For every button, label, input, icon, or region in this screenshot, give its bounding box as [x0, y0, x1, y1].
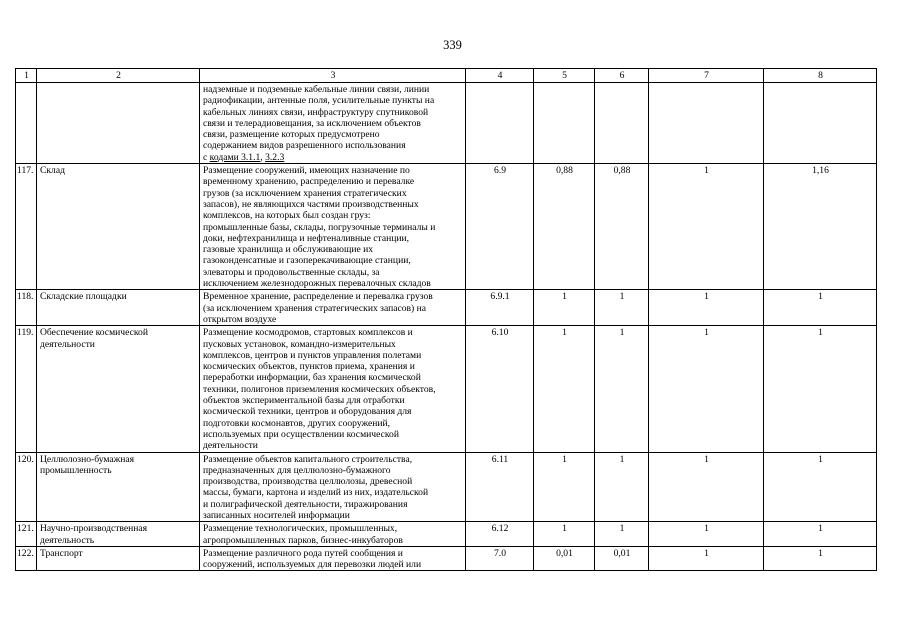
- table-row: [16, 326, 877, 452]
- row-col5: 1: [534, 326, 595, 452]
- table-row: [16, 522, 877, 547]
- row-number: 122.: [16, 546, 37, 571]
- page-number: 339: [443, 38, 462, 52]
- row-code: 6.10: [466, 326, 534, 452]
- row-description: Размещение объектов капитального строительства, предназначенных для целлюлозно-бумажного производства, производства целлюлозы, древесной массы, бумаги, картона и изделий из них, издательской и полиграфической деятельности, тиражирования записанных носителей информации: [200, 452, 466, 522]
- cell-description: [200, 83, 466, 164]
- header-col-7: 7: [649, 69, 764, 83]
- row-description: Размещение различного рода путей сообщения и сооружений, используемых для перевозки людей или: [200, 546, 466, 571]
- row-code: 7.0: [466, 546, 534, 571]
- row-col6: 1: [595, 522, 649, 547]
- code-link-3-1-1[interactable]: кодами 3.1.1: [209, 151, 261, 163]
- row-col8: 1: [764, 522, 877, 547]
- row-col7: 1: [649, 326, 764, 452]
- column-number-header-row: [16, 69, 877, 83]
- cell-c6: [595, 83, 649, 164]
- row-name: Научно-производственная деятельность: [37, 522, 200, 547]
- row-name: Транспорт: [37, 546, 200, 571]
- table-row: [16, 164, 877, 290]
- row-col5: 0,01: [534, 546, 595, 571]
- land-use-table: [15, 68, 877, 571]
- row-col8: 1: [764, 452, 877, 522]
- row-code: 6.11: [466, 452, 534, 522]
- cell-c8: [764, 83, 877, 164]
- cell-num: [16, 83, 37, 164]
- link-separator: ,: [260, 151, 266, 163]
- header-col-8: 8: [764, 69, 877, 83]
- row-number: 120.: [16, 452, 37, 522]
- header-col-1: 1: [16, 69, 37, 83]
- row-description: Размещение космодромов, стартовых комплексов и пусковых установок, командно-измерительных комплексов, центров и пунктов управления полетами космических объектов, пунктов приема, хранения и переработки информации, баз хранения космической техники, полигонов приземления космических объектов, объектов экспериментальной базы для отработки космической техники, центров и оборудования для подготовки космонавтов, других сооружений, используемых при осуществлении космической деятельности: [200, 326, 466, 452]
- cell-code: [466, 83, 534, 164]
- row-number: 118.: [16, 290, 37, 326]
- row-number: 117.: [16, 164, 37, 290]
- row-col6: 0,88: [595, 164, 649, 290]
- row-col6: 0,01: [595, 546, 649, 571]
- row-description: Размещение сооружений, имеющих назначение по временному хранению, распределению и перевалке грузов (за исключением хранения стратегических запасов), не являющихся частями производственных комплексов, на которых был создан груз: промышленные базы, склады, погрузочные терминалы и доки, нефтехранилища и нефтеналивные станции, газовые хранилища и обслуживающие их газоконденсатные и газоперекачивающие станции, элеваторы и продовольственные склады, за исключением железнодорожных перевалочных складов: [200, 164, 466, 290]
- row-col6: 1: [595, 452, 649, 522]
- row-col8: 1,16: [764, 164, 877, 290]
- row-col8: 1: [764, 326, 877, 452]
- row-name: Целлюлозно-бумажная промышленность: [37, 452, 200, 522]
- row-name: Обеспечение космической деятельности: [37, 326, 200, 452]
- row-description: Размещение технологических, промышленных, агропромышленных парков, бизнес-инкубаторов: [200, 522, 466, 547]
- row-number: 119.: [16, 326, 37, 452]
- row-col7: 1: [649, 290, 764, 326]
- row-col5: 0,88: [534, 164, 595, 290]
- header-col-4: 4: [466, 69, 534, 83]
- row-col7: 1: [649, 522, 764, 547]
- row-col7: 1: [649, 164, 764, 290]
- continuation-row: [16, 83, 877, 164]
- row-col8: 1: [764, 290, 877, 326]
- row-col8: 1: [764, 546, 877, 571]
- row-code: 6.12: [466, 522, 534, 547]
- row-name: Склад: [37, 164, 200, 290]
- table-row: [16, 452, 877, 522]
- header-col-5: 5: [534, 69, 595, 83]
- header-col-3: 3: [200, 69, 466, 83]
- row-col6: 1: [595, 290, 649, 326]
- row-name: Складские площадки: [37, 290, 200, 326]
- code-link-3-2-3[interactable]: 3.2.3: [265, 151, 285, 163]
- row-number: 121.: [16, 522, 37, 547]
- table-row: [16, 546, 877, 571]
- row-description: Временное хранение, распределение и перевалка грузов (за исключением хранения стратегических запасов) на открытом воздухе: [200, 290, 466, 326]
- row-col7: 1: [649, 452, 764, 522]
- cell-c7: [649, 83, 764, 164]
- header-col-6: 6: [595, 69, 649, 83]
- row-col5: 1: [534, 522, 595, 547]
- table-row: [16, 290, 877, 326]
- continuation-text: надземные и подземные кабельные линии связи, линии радиофикации, антенные поля, усилительные пункты на кабельных линиях связи, инфраструктуру спутниковой связи и телерадиовещания, за исключением объектов связи, размещение которых предусмотрено содержанием видов разрешенного использования с: [203, 84, 435, 163]
- cell-c5: [534, 83, 595, 164]
- header-col-2: 2: [37, 69, 200, 83]
- row-col6: 1: [595, 326, 649, 452]
- row-col5: 1: [534, 452, 595, 522]
- cell-name: [37, 83, 200, 164]
- row-col7: 1: [649, 546, 764, 571]
- row-col5: 1: [534, 290, 595, 326]
- row-code: 6.9: [466, 164, 534, 290]
- row-code: 6.9.1: [466, 290, 534, 326]
